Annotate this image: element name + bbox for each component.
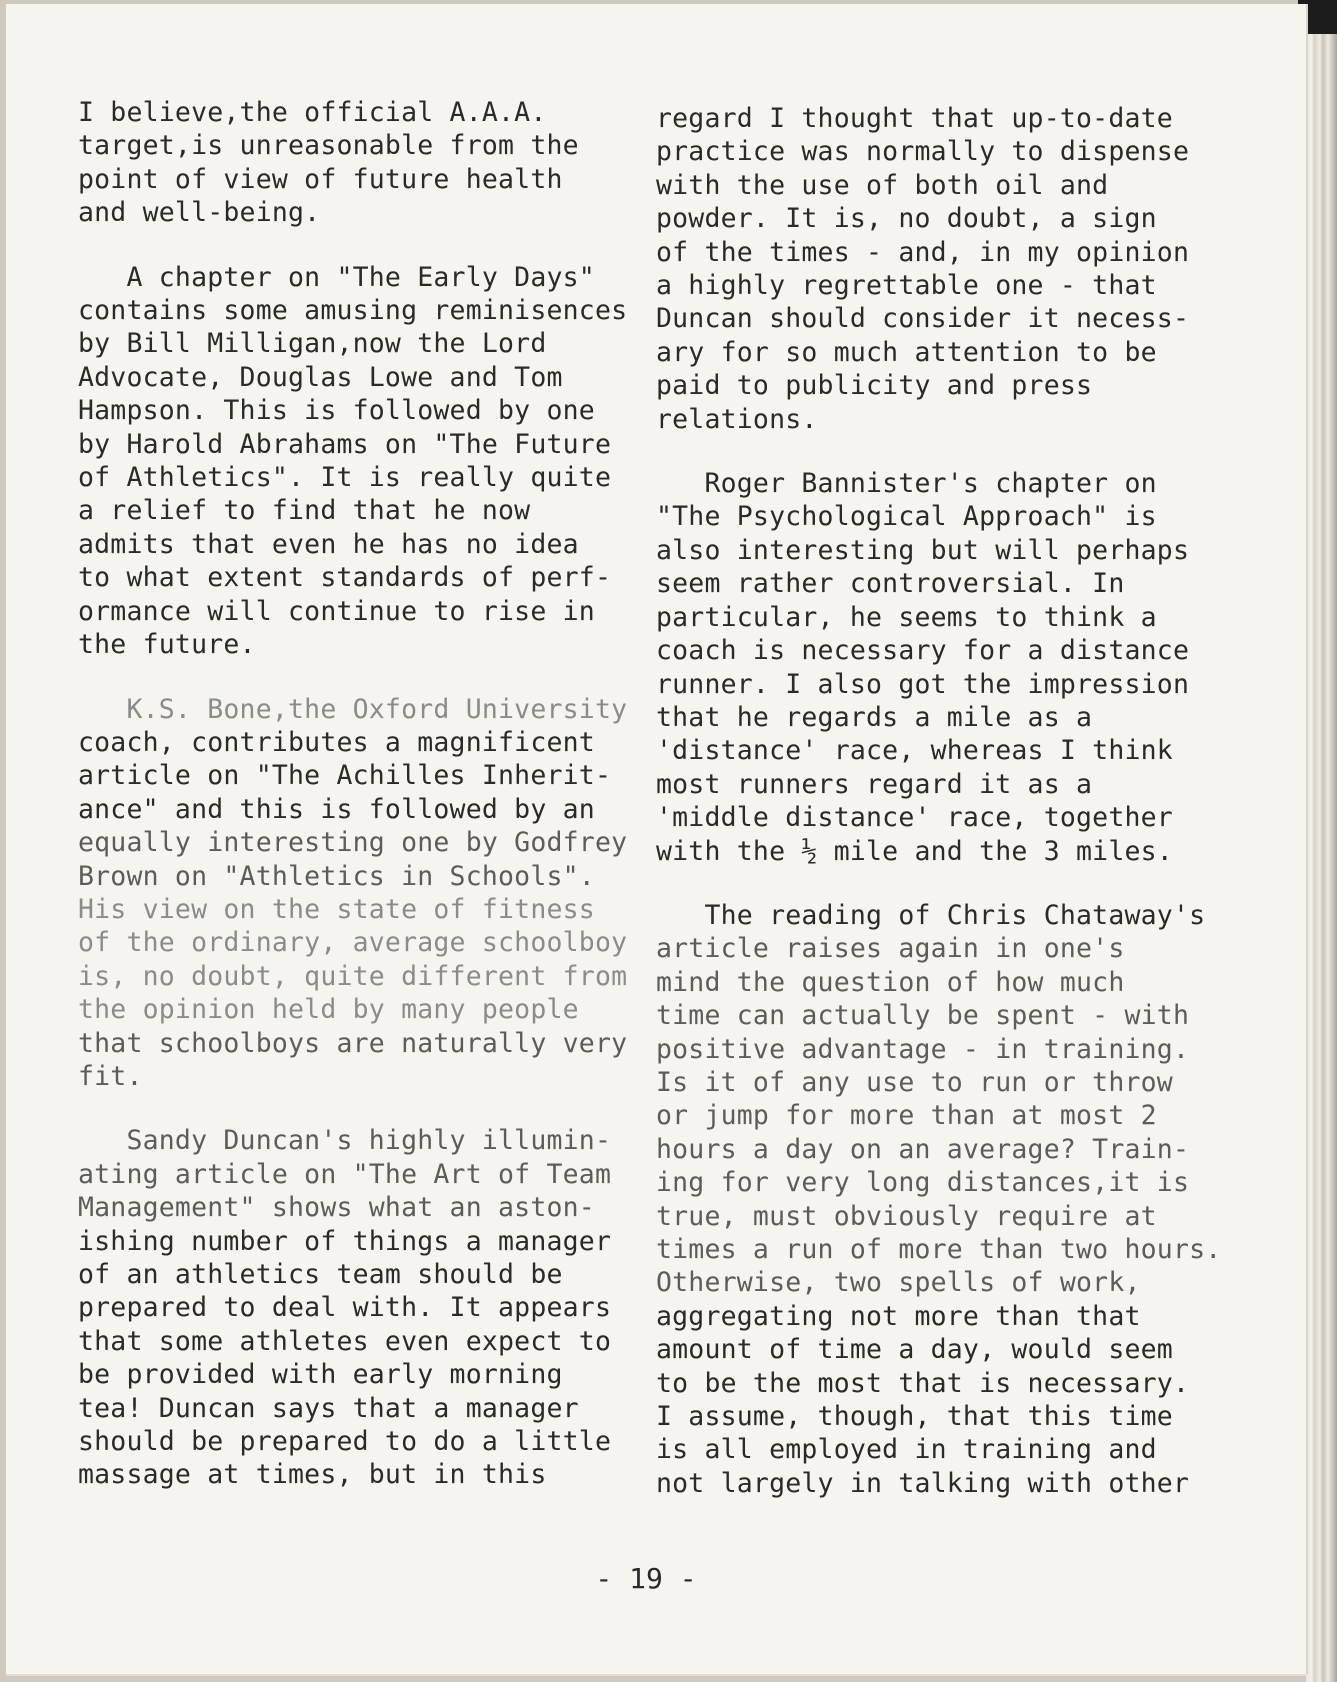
text-line: I assume, though, that this time — [656, 1401, 1173, 1433]
text-line: I believe,the official A.A.A. — [78, 97, 547, 128]
text-line: or jump for more than at most 2 — [656, 1100, 1157, 1132]
text-line: 'distance' race, whereas I think — [656, 735, 1173, 767]
text-line: ary for so much attention to be — [656, 336, 1157, 368]
text-line: article on "The Achilles Inherit- — [78, 760, 612, 792]
text-line: K.S. Bone,the Oxford University — [78, 693, 628, 725]
text-line: is all employed in training and — [656, 1434, 1157, 1466]
paragraph — [656, 467, 1236, 868]
text-line: amount of time a day, would seem — [656, 1334, 1173, 1366]
text-line: ing for very long distances,it is — [656, 1167, 1190, 1199]
text-line: Is it of any use to run or throw — [656, 1066, 1173, 1098]
text-line: the future. — [78, 629, 256, 661]
right-column — [656, 102, 1236, 1531]
text-line: that some athletes even expect to — [78, 1325, 612, 1357]
text-line: and well-being. — [78, 197, 321, 229]
text-line: A chapter on "The Early Days" — [78, 261, 595, 293]
text-line: Hampson. This is followed by one — [78, 395, 595, 427]
text-line: practice was normally to dispense — [656, 136, 1190, 168]
text-line: times a run of more than two hours. — [656, 1234, 1222, 1265]
text-line: of an athletics team should be — [78, 1259, 563, 1290]
text-line: most runners regard it as a — [656, 768, 1093, 800]
text-line: true, must obviously require at — [656, 1200, 1157, 1232]
paragraph — [656, 102, 1236, 436]
text-line: also interesting but will perhaps — [656, 534, 1190, 566]
text-line: coach, contributes a magnificent — [78, 726, 595, 758]
text-line: with the ½ mile and the 3 miles. — [656, 835, 1173, 867]
paragraph — [78, 96, 678, 230]
text-line: admits that even he has no idea — [78, 528, 579, 560]
text-line: His view on the state of fitness — [78, 893, 595, 925]
paragraph — [656, 899, 1236, 1500]
text-line: regard I thought that up-to-date — [656, 103, 1173, 134]
text-line: relations. — [656, 403, 818, 435]
text-line: paid to publicity and press — [656, 370, 1093, 402]
paragraph — [78, 261, 678, 662]
text-line: ormance will continue to rise in — [78, 595, 595, 627]
text-line: prepared to deal with. It appears — [78, 1292, 612, 1324]
text-line: with the use of both oil and — [656, 169, 1109, 201]
document-page — [6, 4, 1306, 1674]
paragraph — [78, 693, 678, 1094]
text-line: "The Psychological Approach" is — [656, 501, 1157, 533]
text-line: aggregating not more than that — [656, 1300, 1141, 1332]
text-line: by Bill Milligan,now the Lord — [78, 328, 547, 360]
text-line: point of view of future health — [78, 163, 563, 195]
text-line: hours a day on an average? Train- — [656, 1133, 1190, 1165]
text-line: equally interesting one by Godfrey — [78, 827, 628, 859]
text-line: is, no doubt, quite different from — [78, 960, 628, 992]
text-line: runner. I also got the impression — [656, 668, 1190, 700]
text-line: article raises again in one's — [656, 933, 1125, 965]
paragraph — [78, 1124, 678, 1491]
text-line: seem rather controversial. In — [656, 568, 1125, 600]
text-line: Otherwise, two spells of work, — [656, 1267, 1141, 1299]
text-line: positive advantage - in training. — [656, 1033, 1190, 1065]
text-line: Management" shows what an aston- — [78, 1192, 595, 1224]
text-line: the opinion held by many people — [78, 994, 579, 1026]
text-line: Advocate, Douglas Lowe and Tom — [78, 361, 563, 393]
text-line: tea! Duncan says that a manager — [78, 1392, 579, 1424]
text-line: massage at times, but in this — [78, 1459, 547, 1491]
text-line: a relief to find that he now — [78, 495, 531, 527]
text-line: coach is necessary for a distance — [656, 635, 1190, 667]
text-line: target,is unreasonable from the — [78, 130, 579, 162]
text-line: to be the most that is necessary. — [656, 1367, 1190, 1399]
text-line: of the times - and, in my opinion — [656, 236, 1190, 268]
text-line: mind the question of how much — [656, 966, 1125, 998]
text-line: contains some amusing reminisences — [78, 295, 628, 327]
text-line: of Athletics". It is really quite — [78, 462, 612, 494]
text-line: 'middle distance' race, together — [656, 802, 1173, 834]
page-number: - 19 - — [595, 1562, 697, 1595]
text-line: by Harold Abrahams on "The Future — [78, 428, 612, 460]
text-line: not largely in talking with other — [656, 1467, 1190, 1499]
text-line: Brown on "Athletics in Schools". — [78, 860, 595, 892]
page-edge — [1306, 0, 1337, 1682]
text-line: Roger Bannister's chapter on — [656, 468, 1157, 500]
text-line: to what extent standards of perf- — [78, 562, 612, 594]
text-line: a highly regrettable one - that — [656, 270, 1157, 302]
left-column — [78, 96, 678, 1523]
text-line: The reading of Chris Chataway's — [656, 899, 1206, 931]
text-line: of the ordinary, average schoolboy — [78, 927, 628, 959]
text-line: ance" and this is followed by an — [78, 793, 595, 825]
text-line: be provided with early morning — [78, 1359, 563, 1391]
text-line: powder. It is, no doubt, a sign — [656, 203, 1157, 235]
text-line: should be prepared to do a little — [78, 1426, 612, 1458]
text-line: Duncan should consider it necess- — [656, 303, 1190, 335]
text-line: that schoolboys are naturally very — [78, 1027, 628, 1059]
text-line: Sandy Duncan's highly illumin- — [78, 1125, 612, 1157]
text-line: ating article on "The Art of Team — [78, 1158, 612, 1190]
text-line: particular, he seems to think a — [656, 601, 1157, 633]
text-line: fit. — [78, 1060, 143, 1092]
text-line: time can actually be spent - with — [656, 1000, 1190, 1032]
text-line: ishing number of things a manager — [78, 1225, 612, 1257]
text-line: that he regards a mile as a — [656, 701, 1093, 733]
